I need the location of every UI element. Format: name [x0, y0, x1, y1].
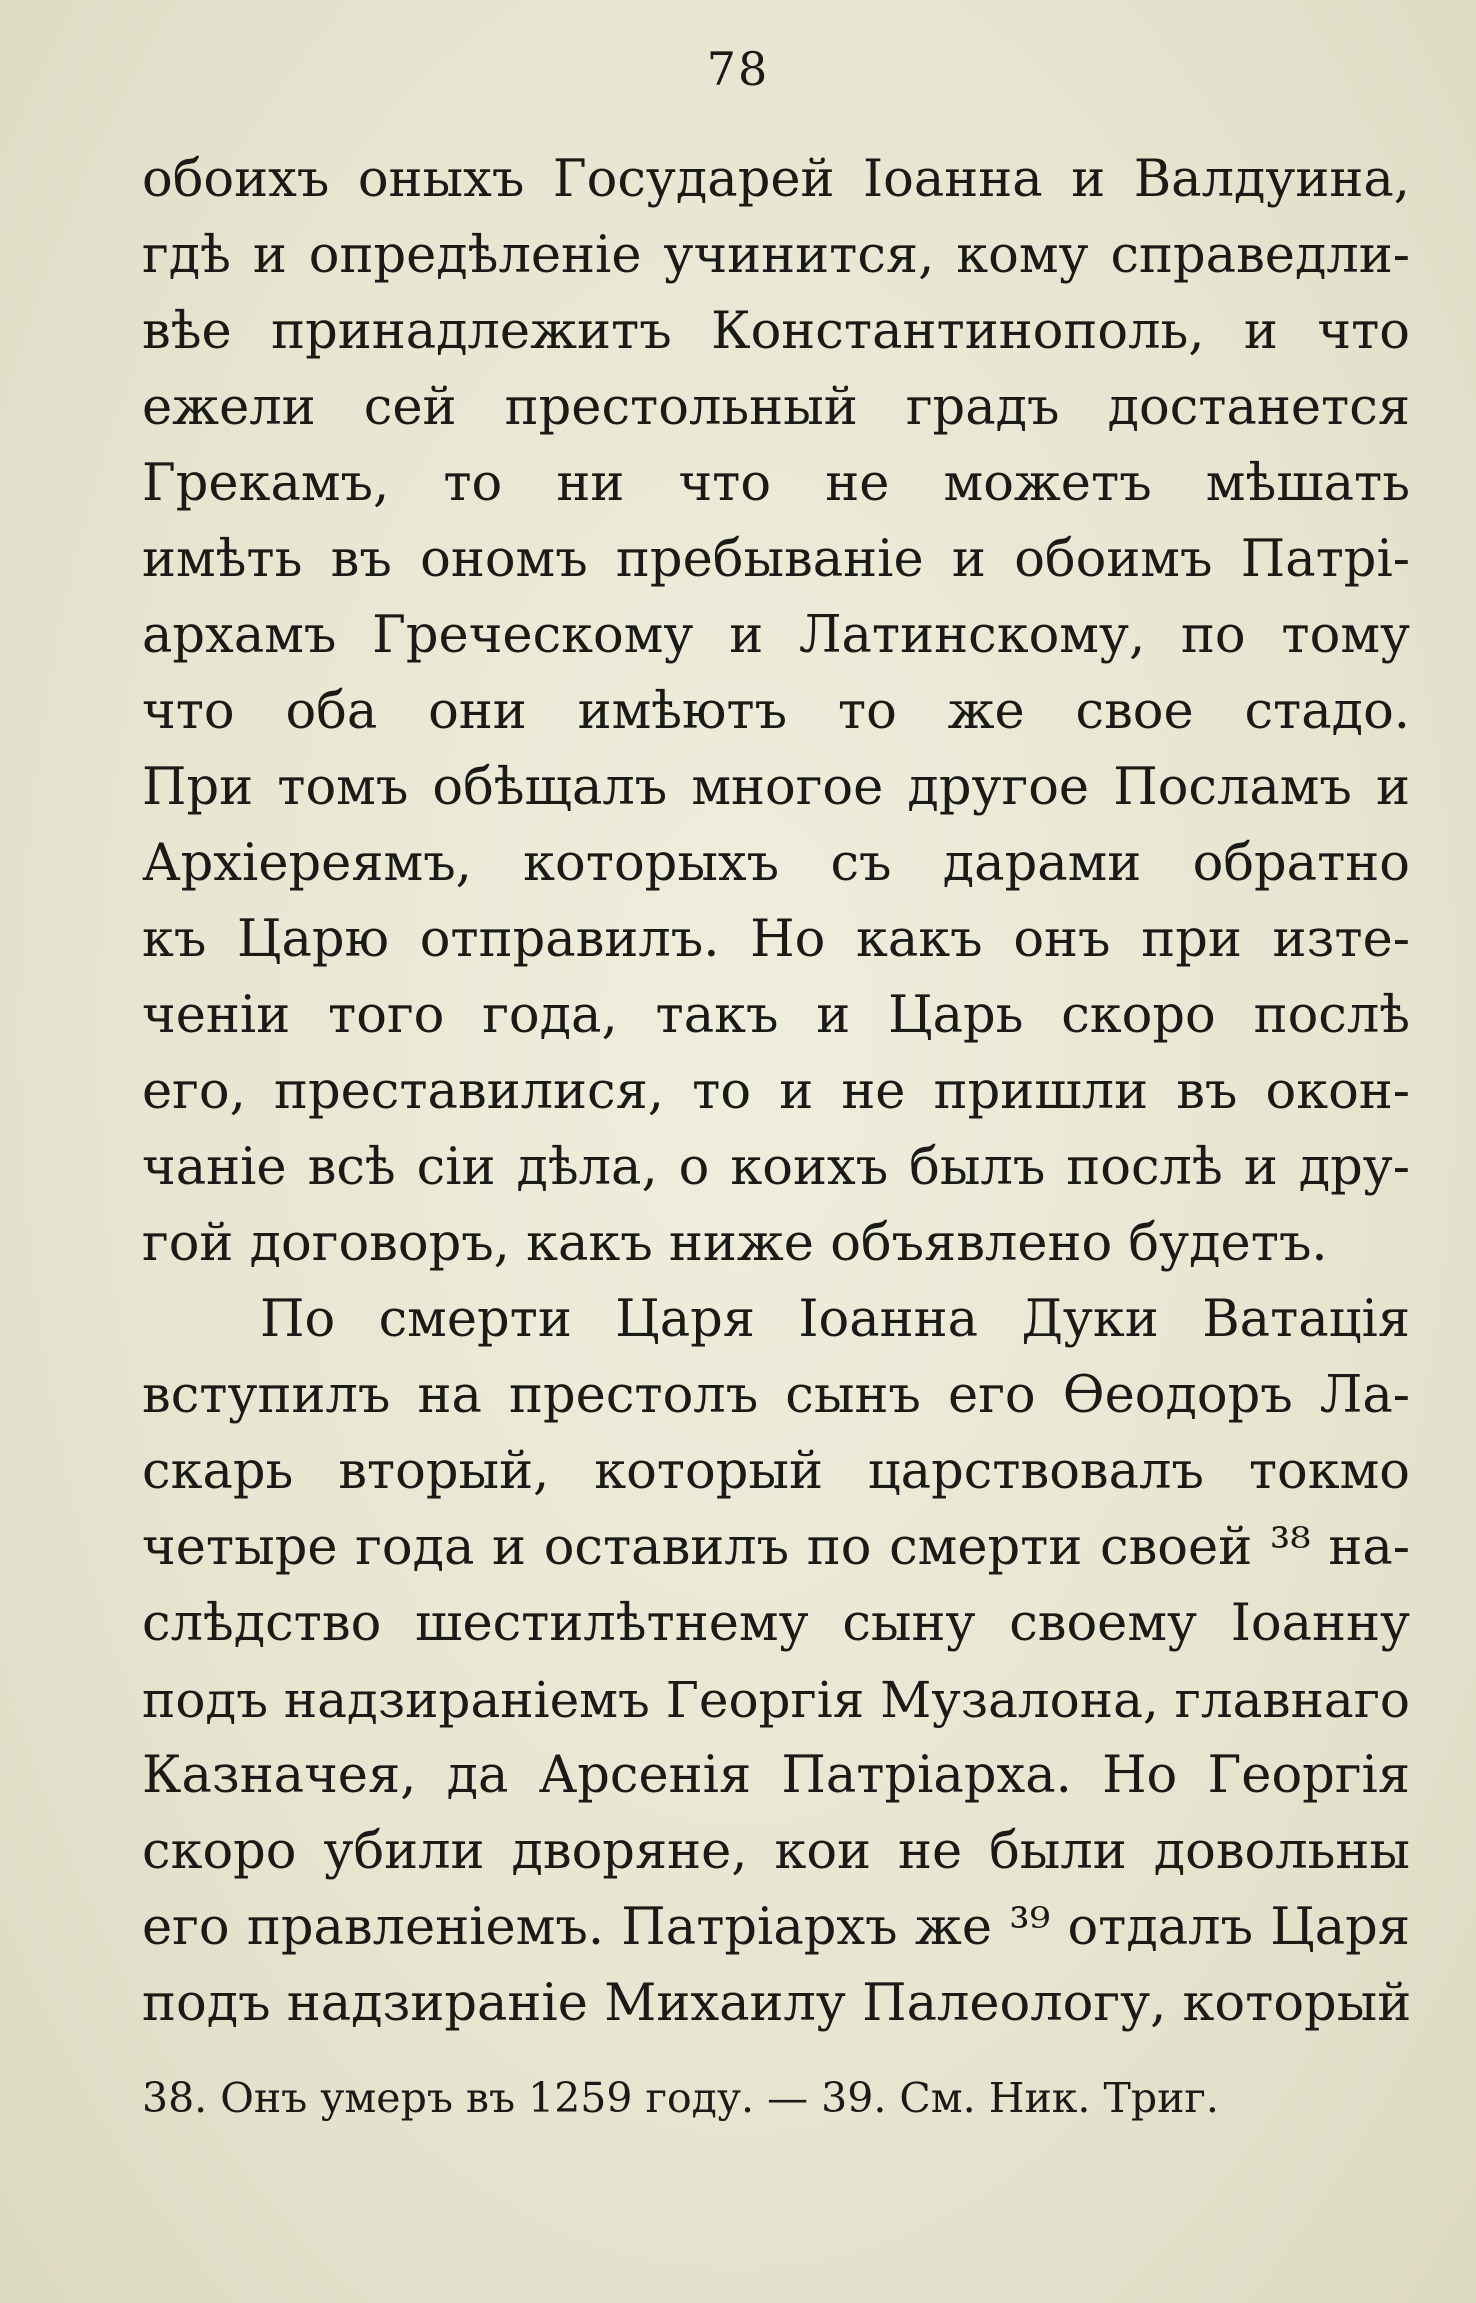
paragraph-1	[142, 142, 1410, 1282]
text-line: что оба они имѣютъ то же свое стадо.	[142, 682, 1410, 741]
text-line: слѣдство шестилѣтнему сыну своему Іоанну	[142, 1594, 1410, 1653]
text-line: подъ надзираніемъ Георгія Музалона, главнаго	[142, 1671, 1411, 1729]
text-line: ежели сей престольный градъ достанется	[142, 378, 1410, 437]
text-line: его, преставилися, то и не пришли въ окон-	[142, 1062, 1410, 1121]
text-line: гдѣ и опредѣленіе учинится, кому справедли-	[142, 226, 1410, 285]
text-line: къ Царю отправилъ. Но какъ онъ при изте-	[142, 910, 1410, 969]
paragraph-2	[142, 1282, 1410, 2042]
page-number: 78	[706, 42, 770, 96]
text-line: Архіереямъ, которыхъ съ дарами обратно	[142, 834, 1410, 893]
text-line: чаніе всѣ сіи дѣла, о коихъ былъ послѣ и дру-	[142, 1138, 1410, 1197]
text-line: Казначея, да Арсенія Патріарха. Но Георгія	[142, 1746, 1410, 1805]
body-text	[142, 142, 1410, 2042]
text-line: скоро убили дворяне, кои не были довольны	[142, 1822, 1410, 1881]
text-line: По смерти Царя Іоанна Дуки Ватація	[260, 1290, 1410, 1349]
text-line: гой договоръ, какъ ниже объявлено будетъ.	[142, 1214, 1328, 1273]
text-line: скарь вторый, который царствовалъ токмо	[142, 1442, 1410, 1501]
footnotes: 38. Онъ умеръ въ 1259 году. — 39. См. Ник. Триг.	[142, 2074, 1219, 2122]
text-line: вѣе принадлежитъ Константинополь, и что	[142, 302, 1410, 361]
text-line: четыре года и оставилъ по смерти своей ³⁸ на-	[142, 1518, 1410, 1577]
text-line: архамъ Греческому и Латинскому, по тому	[142, 606, 1410, 665]
text-line: Грекамъ, то ни что не можетъ мѣшать	[142, 454, 1410, 513]
text-line: обоихъ оныхъ Государей Іоанна и Валдуина,	[142, 150, 1410, 209]
text-line: При томъ обѣщалъ многое другое Посламъ и	[142, 758, 1410, 817]
text-line: вступилъ на престолъ сынъ его Ѳеодоръ Ла-	[142, 1366, 1410, 1425]
text-line: его правленіемъ. Патріархъ же ³⁹ отдалъ Царя	[142, 1898, 1410, 1957]
text-line: имѣть въ ономъ пребываніе и обоимъ Патрі-	[142, 530, 1410, 589]
text-line: подъ надзираніе Михаилу Палеологу, который	[142, 1974, 1412, 2033]
text-line: ченіи того года, такъ и Царь скоро послѣ	[142, 986, 1410, 1045]
